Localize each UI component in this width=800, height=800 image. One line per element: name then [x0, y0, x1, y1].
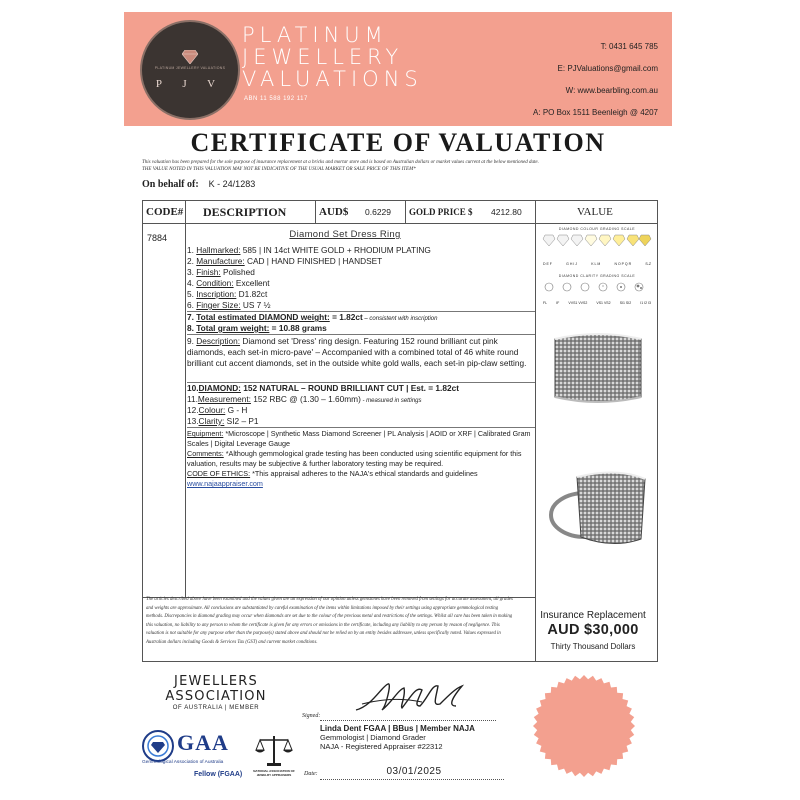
gaa-emblem-icon [142, 730, 174, 762]
behalf-label: On behalf of: [142, 179, 199, 190]
clarity-scale-icons [541, 278, 653, 296]
on-behalf-of [142, 179, 255, 190]
colour-scale-title: DIAMOND COLOUR GRADING SCALE [558, 227, 636, 231]
disclaimer-line: THE VALUE NOTED IN THIS VALUATION MAY NOT BE INDICATIVE OF THE USUAL MARKET OR SALE PRICE OF THIS ITEM* [142, 167, 416, 172]
gaa-fellow: Fellow (FGAA) [194, 771, 243, 778]
detail-row: 7. Total estimated DIAMOND weight: = 1.82ct – consistent with inscription [187, 311, 535, 323]
header-banner [124, 12, 672, 126]
gaa-text: GAA [177, 730, 229, 755]
detail-row: 11.Measurement: 152 RBC @ (1.30 – 1.60mm) - measured in settings [187, 394, 422, 404]
table-header [143, 201, 657, 224]
seal-stamp [532, 674, 636, 778]
header-aud-value: 0.6229 [365, 207, 391, 217]
behalf-value: K - 24/1283 [208, 179, 256, 189]
item-code: 7884 [147, 233, 168, 243]
address: A: PO Box 1511 Beenleigh @ 4207 [533, 108, 658, 117]
logo-initials: P J V [155, 78, 225, 90]
jewellers-association-sub: OF AUSTRALIA | MEMBER [172, 705, 260, 711]
detail-row: 13.Clarity: SI2 – P1 [187, 416, 259, 426]
certificate-title: CERTIFICATE OF VALUATION [190, 128, 606, 157]
date-label: Date: [304, 771, 318, 777]
phone: T: 0431 645 785 [600, 42, 658, 51]
detail-row: 10.DIAMOND: 152 NATURAL – ROUND BRILLIANT CUT | Est. = 1.82ct [187, 382, 535, 394]
header-code: CODE# [146, 206, 184, 218]
detail-row: 6. Finger Size: US 7 ½ [187, 300, 271, 310]
insurance-amount-words: Thirty Thousand Dollars [550, 642, 636, 651]
gaa-subtitle: Gemmological Association of Australia [142, 760, 224, 765]
header-description: DESCRIPTION [203, 205, 287, 219]
column-divider [185, 201, 186, 597]
ethics-row: CODE OF ETHICS: *This appraisal adheres to the NAJA's ethical standards and guidelines [187, 469, 478, 478]
colour-grades: D E F G H I J K L M N O P Q R S-Z [543, 262, 651, 266]
naja-text: NATIONAL ASSOCIATION OF JEWELRY APPRAISERS [253, 769, 295, 777]
signature-line [320, 720, 496, 721]
contact-details [533, 36, 658, 124]
detail-row: 4. Condition: Excellent [187, 278, 270, 288]
email: E: PJValuations@gmail.com [557, 64, 658, 73]
insurance-amount: AUD $30,000 [547, 622, 639, 638]
ring-photo-angle [547, 463, 651, 553]
date-line [320, 779, 504, 780]
item-title: Diamond Set Dress Ring [289, 229, 401, 240]
header-gold-label: GOLD PRICE $ [409, 207, 473, 217]
clarity-scale-title: DIAMOND CLARITY GRADING SCALE [558, 274, 636, 278]
signed-label: Signed: [302, 713, 321, 719]
ring-photo-front [551, 329, 645, 409]
colour-scale-diamonds [541, 231, 653, 257]
detail-row: 8. Total gram weight: = 10.88 grams [187, 323, 327, 333]
detail-row: 12.Colour: G - H [187, 405, 248, 415]
certificate-page [124, 12, 672, 788]
gaa-logo [142, 730, 250, 782]
clarity-grades: FL IF VVS1 VVS2 VS1 VS2 SI1 SI2 I1 I2 I3 [543, 301, 651, 305]
detail-row: 3. Finish: Polished [187, 267, 255, 277]
disclaimer-line: This valuation has been prepared for the sole purpose of insurance replacement at a bricks and mortar store and is based on Australian dollars or market values current at the below mentioned date. [142, 160, 539, 165]
brand-line: JEWELLERY [242, 45, 404, 69]
brand-line: PLATINUM [242, 23, 388, 47]
brand-name [242, 24, 423, 90]
insurance-value-box [530, 602, 656, 660]
signer-details [320, 724, 475, 751]
description-row: 9. Description: Diamond set 'Dress' ring design. Featuring 152 round brilliant cut pink diamonds, each set-in micro-pave' – Accompanied with a combined total of 46 white round brilliant cut accent diamonds, set in the outside white gold walls, each set-in pip-claw setting. [187, 334, 535, 382]
naja-link[interactable]: www.najaappraiser.com [187, 479, 263, 488]
detail-row: 1. Hallmarked: 585 | IN 14ct WHITE GOLD + RHODIUM PLATING [187, 245, 431, 255]
column-divider [405, 201, 406, 223]
jewellers-association-logo: JEWELLERS ASSOCIATION [165, 674, 267, 704]
diamond-icon [182, 50, 198, 64]
insurance-label: Insurance Replacement [540, 610, 646, 621]
abn-number: ABN 11 588 192 117 [244, 96, 308, 102]
signer-title: Gemmologist | Diamond Grader [320, 733, 426, 742]
header-gold-value: 4212.80 [491, 207, 522, 217]
header-value: VALUE [577, 206, 613, 218]
brand-line: VALUATIONS [242, 67, 423, 91]
pjv-logo [140, 20, 240, 120]
signature-image [352, 676, 472, 718]
equipment-row: Equipment: *Microscope | Synthetic Mass Diamond Screener | PL Analysis | AOID or XRF | Calibrated Gram Scales | Digital Leverage Gauge [187, 429, 531, 448]
header-aud-label: AUD$ [319, 206, 349, 218]
naja-logo [252, 732, 296, 784]
column-divider [315, 201, 316, 223]
legal-disclaimer: The articles described above have been examined and the values given are an expression of our opinion unless gemstones have been removed from settings for accurate assessment, all grades and weights are approximate. All conclusions are substantiated by careful examination of the items within limitations imposed by their settings using appropriate gemmological testing methods. Discrepancies in diamond grading may occur when diamonds are set due to the colour of the precious metal and restrictions of the settings. Whilst all care has been taken in making this valuation, no liability to any person to whom the certificate is given for any errors or omissions in the certificate, including any liability to any person by reason of negligence. This valuation is not suitable for any purpose other than the purpose(s) stated above and should not be relied on by an entity besides addressee, unless specifically noted. Values expressed in Australian dollars including Goods & Services Tax (GST) and current market conditions. [146, 597, 513, 645]
comments-row: Comments: *Although gemmological grade testing has been conducted using scientific equipment for this valuation, results may be subjective & further laboratory testing may be required. [187, 449, 522, 468]
logo-ring-text: PLATINUM JEWELLERY VALUATIONS [154, 66, 226, 70]
disclaimer [142, 159, 662, 173]
signer-registration: NAJA - Registered Appraiser #22312 [320, 742, 443, 751]
grading-scales [541, 227, 653, 309]
detail-row: 5. Inscription: D1.82ct [187, 289, 268, 299]
column-divider [535, 201, 536, 661]
detail-row: 2. Manufacture: CAD | HAND FINISHED | HANDSET [187, 256, 383, 266]
scales-of-justice-icon [252, 732, 296, 768]
certificate-date: 03/01/2025 [386, 766, 442, 777]
equipment-notes [187, 427, 535, 489]
valuation-table [142, 200, 658, 662]
item-details [187, 245, 535, 489]
signer-name: Linda Dent FGAA | BBus | Member NAJA [320, 724, 475, 733]
website: W: www.bearbling.com.au [565, 86, 658, 95]
